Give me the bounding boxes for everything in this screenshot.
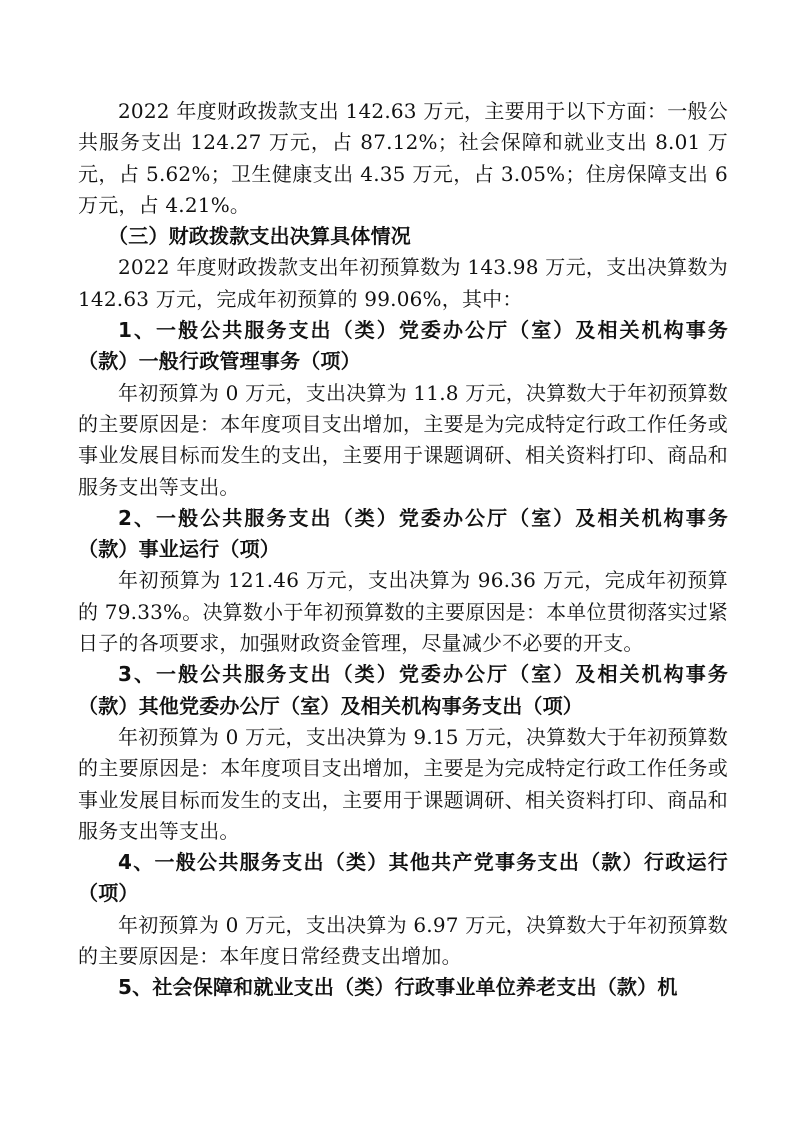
section-heading-3: （三）财政拨款支出决算具体情况 [108, 224, 411, 249]
document-body [78, 96, 728, 1004]
paragraph-expenditure-summary: 2022 年度财政拨款支出 142.63 万元，主要用于以下方面：一般公共服务支出 124.27 万元，占 87.12%；社会保障和就业支出 8.01 万元，占 5.62%；卫生健康支出 4.35 万元，占 3.05%；住房保障支出 6 万元，占 4.21%。 [78, 99, 728, 217]
item-heading-5: 5、社会保障和就业支出（类）行政事业单位养老支出（款）机 [118, 975, 678, 1000]
item-heading-2: 2、一般公共服务支出（类）党委办公厅（室）及相关机构事务（款）事业运行（项） [78, 505, 728, 562]
item-heading-3: 3、一般公共服务支出（类）党委办公厅（室）及相关机构事务（款）其他党委办公厅（室）及相关机构事务支出（项） [78, 662, 728, 718]
paragraph-item-1: 年初预算为 0 万元，支出决算为 11.8 万元，决算数大于年初预算数的主要原因是：本年度项目支出增加，主要是为完成特定行政工作任务或事业发展目标而发生的支出，主要用于课题调研、相关资料打印、商品和服务支出等支出。 [78, 380, 728, 499]
paragraph-budget-overview: 2022 年度财政拨款支出年初预算数为 143.98 万元，支出决算数为 142.63 万元，完成年初预算的 99.06%，其中： [78, 255, 728, 311]
item-heading-4: 4、一般公共服务支出（类）其他共产党事务支出（款）行政运行（项） [78, 850, 728, 906]
paragraph-item-4: 年初预算为 0 万元，支出决算为 6.97 万元，决算数大于年初预算数的主要原因是：本年度日常经费支出增加。 [78, 912, 728, 969]
paragraph-item-3: 年初预算为 0 万元，支出决算为 9.15 万元，决算数大于年初预算数的主要原因是：本年度项目支出增加，主要是为完成特定行政工作任务或事业发展目标而发生的支出，主要用于课题调研、相关资料打印、商品和服务支出等支出。 [78, 724, 728, 843]
item-heading-1: 1、一般公共服务支出（类）党委办公厅（室）及相关机构事务（款）一般行政管理事务（项） [78, 318, 728, 374]
paragraph-item-2: 年初预算为 121.46 万元，支出决算为 96.36 万元，完成年初预算的 79.33%。决算数小于年初预算数的主要原因是：本单位贯彻落实过紧日子的各项要求，加强财政资金管理，尽量减少不必要的开支。 [78, 568, 728, 656]
